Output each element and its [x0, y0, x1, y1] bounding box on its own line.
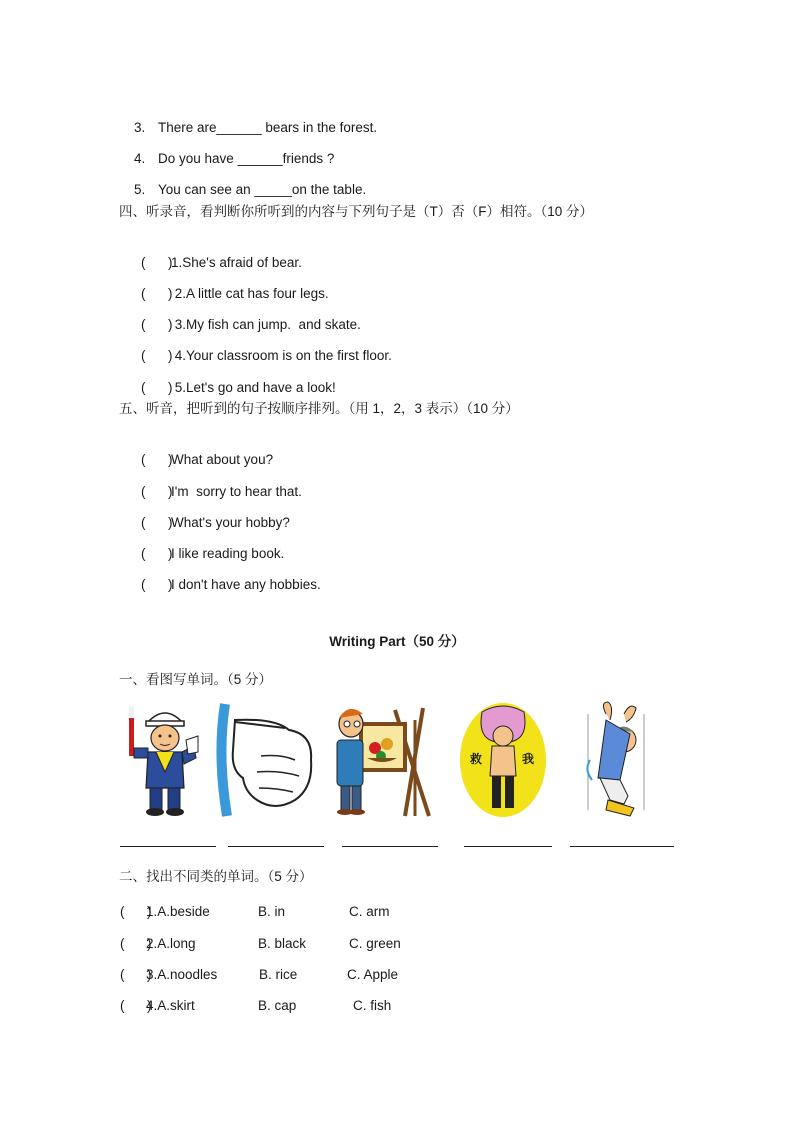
option-a: 2.A.long	[146, 936, 196, 951]
answer-blank-4[interactable]	[464, 846, 552, 847]
answer-paren: ( )	[141, 452, 173, 467]
help-char-left: 救	[470, 752, 483, 766]
option-a: 4.A.skirt	[146, 998, 195, 1013]
item-text: 4.Your classroom is on the first floor.	[171, 348, 392, 363]
blue-arc-icon	[221, 704, 227, 816]
item-text: I don't have any hobbies.	[171, 577, 321, 592]
order-item-5	[126, 561, 321, 609]
item-text: Do you have ______friends ?	[158, 151, 335, 166]
answer-blank-1[interactable]	[120, 846, 216, 847]
item-number: 5.	[134, 182, 146, 197]
item-number: 3.	[134, 120, 146, 135]
answer-paren: ( )	[141, 380, 173, 395]
writing-sec1-heading: 一、看图写单词。（5 分）	[119, 672, 273, 687]
answer-paren: ( )	[120, 936, 152, 951]
answer-blank-3[interactable]	[342, 846, 438, 847]
item-text: 1.She's afraid of bear.	[171, 255, 302, 270]
pointing-hand-picture	[215, 700, 315, 820]
option-b: B. black	[258, 936, 307, 951]
option-c: C. Apple	[347, 967, 399, 982]
help-me-picture	[458, 700, 548, 820]
item-number: 4.	[134, 151, 146, 166]
item-text: 3.My fish can jump. and skate.	[171, 317, 361, 332]
answer-paren: ( )	[120, 904, 152, 919]
answer-paren: ( )	[141, 515, 173, 530]
option-b: B. cap	[258, 998, 297, 1013]
answer-paren: ( )	[141, 546, 173, 561]
answer-paren: ( )	[141, 348, 173, 363]
help-char-right: 我	[522, 752, 535, 766]
item-text: What about you?	[171, 452, 274, 467]
answer-blank-5[interactable]	[570, 846, 674, 847]
answer-paren: ( )	[141, 255, 173, 270]
answer-paren: ( )	[141, 317, 173, 332]
answer-paren: ( )	[120, 998, 152, 1013]
answer-paren: ( )	[120, 967, 152, 982]
section4-heading: 四、听录音，看判断你所听到的内容与下列句子是（T）否（F）相符。（10 分）	[119, 204, 594, 219]
writing-part-title: Writing Part（50 分）	[329, 634, 465, 649]
item-text: What's your hobby?	[171, 515, 290, 530]
option-a: 1.A.beside	[146, 904, 210, 919]
option-b: B. rice	[259, 967, 298, 982]
answer-paren: ( )	[141, 286, 173, 301]
option-b: B. in	[258, 904, 286, 919]
answer-paren: ( )	[141, 577, 173, 592]
writing-sec2-heading: 二、找出不同类的单词。（5 分）	[119, 869, 313, 884]
option-c: C. arm	[349, 904, 390, 919]
item-text: I'm sorry to hear that.	[171, 484, 302, 499]
option-c: C. green	[349, 936, 401, 951]
item-text: There are______ bears in the forest.	[158, 120, 378, 135]
item-text: I like reading book.	[171, 546, 285, 561]
traffic-officer-picture	[120, 700, 200, 820]
answer-blank-2[interactable]	[228, 846, 324, 847]
painter-picture	[335, 700, 435, 820]
answer-paren: ( )	[141, 484, 173, 499]
item-text: 5.Let's go and have a look!	[171, 380, 336, 395]
section5-heading: 五、听音，把听到的句子按顺序排列。（用 1，2，3 表示）（10 分）	[119, 401, 519, 416]
option-a: 3.A.noodles	[146, 967, 218, 982]
item-text: 2.A little cat has four legs.	[171, 286, 329, 301]
item-text: You can see an _____on the table.	[158, 182, 367, 197]
option-c: C. fish	[353, 998, 392, 1013]
falling-man-picture	[580, 700, 660, 820]
